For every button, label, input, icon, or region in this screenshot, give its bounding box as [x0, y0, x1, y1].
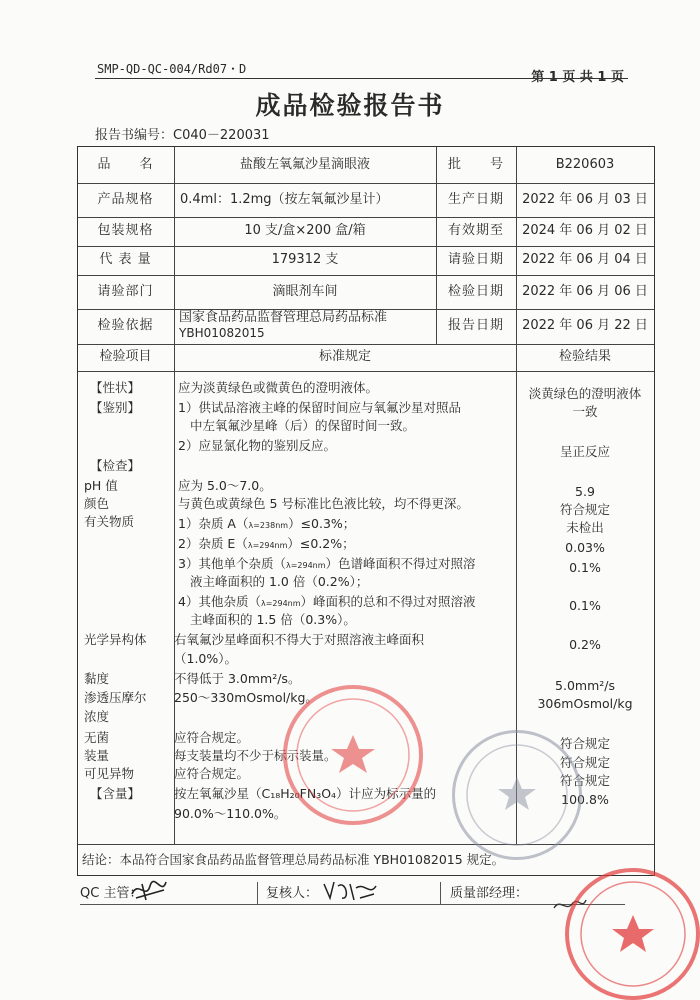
item-identification: 【鉴别】	[90, 400, 141, 415]
result-value: 100.8%	[561, 792, 609, 807]
test-date-value: 2022 年 06 月 06 日	[522, 283, 648, 299]
request-date-value: 2022 年 06 月 04 日	[522, 252, 648, 267]
item-optical-isomer: 光学异构体	[84, 632, 147, 647]
product-name-label: 品 名	[97, 156, 154, 172]
standard-line: 3）其他单个杂质（λ=294nm）色谱峰面积不得过对照溶	[178, 556, 476, 571]
result-value: 符合规定	[559, 755, 610, 770]
item-color: 颜色	[84, 496, 110, 511]
page-number: 第 1 页 共 1 页	[531, 70, 624, 85]
report-number	[95, 124, 270, 143]
result-value: 一致	[572, 404, 598, 419]
standard-line: 250～330mOsmol/kg。	[174, 690, 318, 705]
result-value: 0.03%	[565, 540, 605, 555]
signature-underline	[80, 904, 625, 905]
report-date-label: 报告日期	[447, 318, 504, 333]
standard-line: 1）杂质 A（λ=238nm）≤0.3%；	[178, 516, 356, 531]
standard-line: 按左氧氟沙星（C₁₈H₂₀FN₃O₄）计应为标示量的	[174, 786, 437, 801]
standard-line: 主峰面积的 1.5 倍（0.3%）。	[190, 612, 356, 627]
reviewer-signature	[320, 876, 380, 904]
result-value: 0.2%	[569, 637, 601, 652]
standard-line: 与黄色或黄绿色 5 号标准比色液比较，均不得更深。	[178, 496, 469, 511]
result-value: 未检出	[566, 520, 604, 535]
row-divider	[78, 371, 654, 372]
document-code: SMP-QD-QC-004/Rd07・D	[97, 62, 247, 76]
item-viscosity: 黏度	[84, 671, 110, 686]
standard-line: 应符合规定。	[174, 766, 250, 781]
quantity-label: 代 表 量	[99, 252, 152, 267]
standard-line: 2）杂质 E（λ=294nm）≤0.2%；	[178, 536, 355, 551]
report-number-value: C040－220031	[173, 128, 270, 143]
qc-signature	[128, 876, 170, 904]
item-visible-particles: 可见异物	[84, 766, 135, 781]
standard-line: 应符合规定。	[174, 730, 250, 745]
request-date-label: 请验日期	[447, 252, 504, 267]
basis-value-line2: YBH01082015	[179, 326, 265, 340]
result-value: 0.1%	[569, 560, 601, 575]
seal-star-icon	[455, 733, 579, 857]
result-value: 符合规定	[559, 502, 610, 517]
standard-line: 右氧氟沙星峰面积不得大于对照溶液主峰面积	[174, 632, 425, 647]
pack-value: 10 支/盒×200 盒/箱	[244, 223, 366, 238]
standard-line: 2）应显氯化物的鉴别反应。	[178, 438, 336, 453]
batch-value: B220603	[555, 156, 615, 172]
signature-divider	[440, 882, 441, 904]
standard-line: 液主峰面积的 1.0 倍（0.2%）；	[190, 574, 369, 589]
department-label: 请验部门	[97, 283, 154, 299]
seal-star-icon	[287, 689, 419, 821]
item-osmolality-2: 浓度	[84, 709, 110, 724]
standard-line: 应为 5.0～7.0。	[178, 478, 272, 493]
spec-label: 产品规格	[97, 191, 154, 207]
mfg-date-label: 生产日期	[447, 191, 504, 207]
basis-label: 检验依据	[97, 318, 154, 333]
qc-supervisor-label: QC 主管：	[80, 886, 143, 901]
conclusion-text: 结论：本品符合国家食品药品监督管理总局药品标准 YBH01082015 规定。	[82, 852, 505, 867]
page-title: 成品检验报告书	[255, 91, 445, 120]
item-ph: pH 值	[84, 478, 118, 493]
standard-line: 中左氧氟沙星峰（后）的保留时间一致。	[190, 418, 416, 433]
result-value: 呈正反应	[559, 444, 610, 459]
item-osmolality: 渗透压摩尔	[84, 690, 147, 705]
expiry-label: 有效期至	[447, 223, 504, 238]
column-header-result: 检验结果	[558, 349, 611, 364]
product-name-value: 盐酸左氧氟沙星滴眼液	[239, 156, 370, 172]
standard-line: 4）其他杂质（λ=294nm）峰面积的总和不得过对照溶液	[178, 594, 476, 609]
test-date-label: 检验日期	[447, 283, 504, 299]
result-value: 5.9	[575, 484, 595, 499]
item-fill-volume: 装量	[84, 748, 110, 763]
column-header-standard: 标准规定	[318, 349, 371, 364]
standard-line: 每支装量均不少于标示装量。	[174, 748, 337, 763]
report-date-value: 2022 年 06 月 22 日	[522, 318, 648, 333]
standard-line: （1.0%）。	[174, 651, 238, 666]
standard-line: 1）供试品溶液主峰的保留时间应与氧氟沙星对照品	[178, 400, 461, 415]
item-sterility: 无菌	[84, 730, 110, 745]
quality-seal-stamp	[565, 868, 700, 1000]
inspection-seal-stamp	[452, 730, 582, 860]
standard-line: 90.0%～110.0%。	[174, 806, 287, 821]
report-number-label: 报告书编号：	[95, 128, 174, 143]
seal-star-icon	[570, 871, 696, 997]
department-value: 滴眼剂车间	[272, 283, 338, 299]
item-inspection: 【检查】	[90, 458, 141, 473]
pack-label: 包装规格	[97, 223, 154, 238]
standard-line: 应为淡黄绿色或微黄色的澄明液体。	[178, 380, 379, 395]
item-assay: 【含量】	[90, 786, 141, 801]
qa-manager-label: 质量部经理：	[450, 886, 529, 901]
result-value: 5.0mm²/s	[555, 678, 615, 693]
item-related-substances: 有关物质	[84, 514, 135, 529]
signature-divider	[257, 882, 258, 904]
result-value: 0.1%	[569, 598, 601, 613]
result-value: 淡黄绿色的澄明液体	[528, 386, 642, 401]
standard-line: 不得低于 3.0mm²/s。	[174, 671, 301, 686]
reviewer-label: 复核人：	[266, 886, 319, 901]
company-seal-stamp	[283, 685, 423, 825]
item-appearance: 【性状】	[90, 380, 141, 395]
header-rule	[95, 78, 628, 79]
expiry-value: 2024 年 06 月 02 日	[522, 223, 648, 238]
result-value: 306mOsmol/kg	[537, 696, 633, 711]
result-value: 符合规定	[559, 736, 610, 751]
column-header-item: 检验项目	[99, 349, 152, 364]
result-value: 符合规定	[559, 773, 610, 788]
batch-label: 批 号	[447, 156, 504, 172]
basis-value-line1: 国家食品药品监督管理总局药品标准	[179, 310, 388, 325]
quantity-value: 179312 支	[271, 252, 339, 267]
mfg-date-value: 2022 年 06 月 03 日	[522, 191, 648, 207]
spec-value: 0.4ml：1.2mg（按左氧氟沙星计）	[180, 191, 389, 207]
